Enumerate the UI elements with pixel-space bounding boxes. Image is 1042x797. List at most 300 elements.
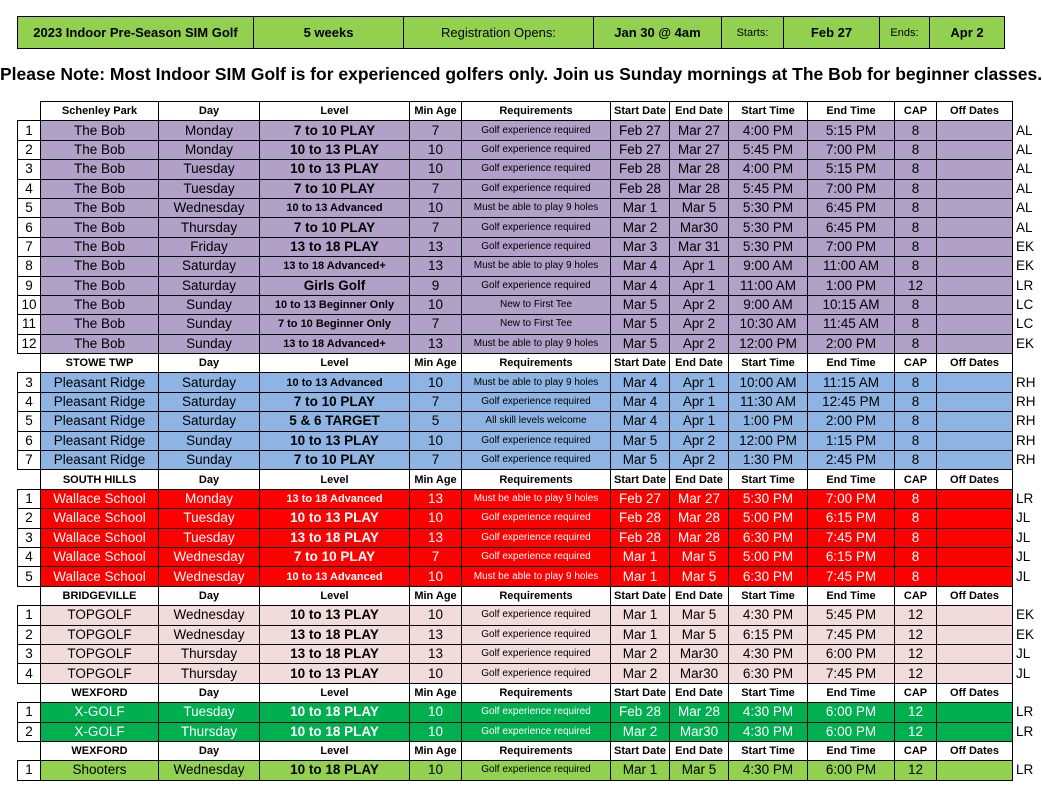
- start-date-cell: Mar 5: [611, 315, 670, 334]
- requirements-cell: Golf experience required: [462, 625, 611, 644]
- min-age-cell: 7: [410, 451, 462, 470]
- requirements-cell: Golf experience required: [462, 218, 611, 237]
- requirements-cell: Golf experience required: [462, 160, 611, 179]
- off-dates-cell: [937, 644, 1013, 663]
- location-cell: Pleasant Ridge: [41, 392, 159, 411]
- column-header: Start Date: [611, 741, 670, 760]
- day-cell: Tuesday: [159, 160, 260, 179]
- column-header: Requirements: [462, 102, 611, 121]
- column-header: CAP: [895, 741, 937, 760]
- level-cell: 10 to 13 Advanced: [260, 373, 410, 392]
- header-spacer: [18, 354, 41, 373]
- end-date-cell: Apr 2: [670, 315, 729, 334]
- min-age-cell: 13: [410, 528, 462, 547]
- day-cell: Wednesday: [159, 547, 260, 566]
- table-row: [18, 547, 1035, 566]
- column-header: Requirements: [462, 741, 611, 760]
- end-time-cell: 7:45 PM: [808, 625, 895, 644]
- column-header: Start Time: [729, 586, 808, 605]
- day-cell: Tuesday: [159, 703, 260, 722]
- cap-cell: 8: [895, 567, 937, 586]
- program-title: 2023 Indoor Pre-Season SIM Golf: [18, 17, 254, 49]
- day-cell: Saturday: [159, 276, 260, 295]
- column-header: Start Date: [611, 354, 670, 373]
- level-cell: 7 to 10 PLAY: [260, 392, 410, 411]
- location-cell: Shooters: [41, 761, 159, 780]
- min-age-cell: 10: [410, 160, 462, 179]
- row-number-cell: 4: [18, 664, 41, 683]
- end-time-cell: 7:45 PM: [808, 567, 895, 586]
- location-cell: Wallace School: [41, 509, 159, 528]
- min-age-cell: 10: [410, 198, 462, 217]
- day-cell: Saturday: [159, 373, 260, 392]
- cap-cell: 12: [895, 761, 937, 780]
- location-cell: Wallace School: [41, 567, 159, 586]
- location-cell: Pleasant Ridge: [41, 373, 159, 392]
- row-number-cell: 6: [18, 218, 41, 237]
- column-header: Off Dates: [937, 102, 1013, 121]
- requirements-cell: New to First Tee: [462, 315, 611, 334]
- end-date-cell: Apr 1: [670, 257, 729, 276]
- level-cell: 10 to 13 PLAY: [260, 431, 410, 450]
- instructor-cell: JL: [1013, 528, 1035, 547]
- end-date-cell: Mar 5: [670, 761, 729, 780]
- cap-cell: 12: [895, 664, 937, 683]
- header-spacer: [1013, 683, 1035, 702]
- cap-cell: 8: [895, 373, 937, 392]
- table-row: [18, 198, 1035, 217]
- section-header-row: [18, 470, 1035, 489]
- off-dates-cell: [937, 509, 1013, 528]
- header-spacer: [1013, 470, 1035, 489]
- column-header: Start Time: [729, 102, 808, 121]
- row-number-cell: 5: [18, 567, 41, 586]
- instructor-cell: JL: [1013, 567, 1035, 586]
- cap-cell: 12: [895, 276, 937, 295]
- instructor-cell: LR: [1013, 276, 1035, 295]
- off-dates-cell: [937, 392, 1013, 411]
- start-time-cell: 5:30 PM: [729, 237, 808, 256]
- level-cell: 13 to 18 Advanced+: [260, 257, 410, 276]
- table-row: [18, 121, 1035, 140]
- location-cell: The Bob: [41, 295, 159, 314]
- off-dates-cell: [937, 315, 1013, 334]
- column-header: Start Time: [729, 470, 808, 489]
- day-cell: Sunday: [159, 334, 260, 353]
- requirements-cell: Golf experience required: [462, 528, 611, 547]
- start-time-cell: 6:30 PM: [729, 567, 808, 586]
- table-row: [18, 160, 1035, 179]
- level-cell: 13 to 18 PLAY: [260, 625, 410, 644]
- header-spacer: [18, 586, 41, 605]
- column-header: Requirements: [462, 683, 611, 702]
- off-dates-cell: [937, 140, 1013, 159]
- instructor-cell: RH: [1013, 451, 1035, 470]
- location-cell: X-GOLF: [41, 722, 159, 741]
- off-dates-cell: [937, 528, 1013, 547]
- cap-cell: 8: [895, 218, 937, 237]
- column-header: Level: [260, 470, 410, 489]
- instructor-cell: LR: [1013, 489, 1035, 508]
- day-cell: Tuesday: [159, 509, 260, 528]
- day-cell: Wednesday: [159, 606, 260, 625]
- row-number-cell: 8: [18, 257, 41, 276]
- instructor-cell: RH: [1013, 431, 1035, 450]
- column-header: CAP: [895, 586, 937, 605]
- level-cell: 10 to 13 PLAY: [260, 160, 410, 179]
- cap-cell: 8: [895, 412, 937, 431]
- section-header-row: [18, 102, 1035, 121]
- location-cell: The Bob: [41, 160, 159, 179]
- requirements-cell: Golf experience required: [462, 644, 611, 663]
- start-time-cell: 10:00 AM: [729, 373, 808, 392]
- cap-cell: 12: [895, 625, 937, 644]
- day-cell: Saturday: [159, 392, 260, 411]
- location-cell: The Bob: [41, 257, 159, 276]
- table-row: [18, 237, 1035, 256]
- column-header: Day: [159, 470, 260, 489]
- column-header: End Date: [670, 683, 729, 702]
- end-date-cell: Mar30: [670, 664, 729, 683]
- requirements-cell: Must be able to play 9 holes: [462, 489, 611, 508]
- column-header: Off Dates: [937, 354, 1013, 373]
- cap-cell: 8: [895, 179, 937, 198]
- day-cell: Wednesday: [159, 761, 260, 780]
- row-number-cell: 3: [18, 528, 41, 547]
- day-cell: Sunday: [159, 295, 260, 314]
- requirements-cell: Golf experience required: [462, 179, 611, 198]
- start-time-cell: 11:30 AM: [729, 392, 808, 411]
- min-age-cell: 10: [410, 509, 462, 528]
- starts-label: Starts:: [722, 17, 784, 49]
- column-header: Day: [159, 586, 260, 605]
- location-cell: TOPGOLF: [41, 644, 159, 663]
- start-time-cell: 11:00 AM: [729, 276, 808, 295]
- end-date-cell: Apr 1: [670, 392, 729, 411]
- table-row: [18, 606, 1035, 625]
- end-time-cell: 7:00 PM: [808, 489, 895, 508]
- requirements-cell: All skill levels welcome: [462, 412, 611, 431]
- min-age-cell: 10: [410, 703, 462, 722]
- end-time-cell: 11:15 AM: [808, 373, 895, 392]
- section-header-row: [18, 683, 1035, 702]
- start-time-cell: 9:00 AM: [729, 257, 808, 276]
- column-header: End Date: [670, 102, 729, 121]
- cap-cell: 8: [895, 315, 937, 334]
- start-date-cell: Mar 1: [611, 547, 670, 566]
- min-age-cell: 7: [410, 315, 462, 334]
- requirements-cell: Golf experience required: [462, 451, 611, 470]
- off-dates-cell: [937, 257, 1013, 276]
- day-cell: Wednesday: [159, 198, 260, 217]
- ends-value: Apr 2: [930, 17, 1005, 49]
- table-row: [18, 373, 1035, 392]
- instructor-cell: AL: [1013, 160, 1035, 179]
- instructor-cell: AL: [1013, 179, 1035, 198]
- start-date-cell: Feb 28: [611, 509, 670, 528]
- min-age-cell: 10: [410, 664, 462, 683]
- column-header: Start Time: [729, 683, 808, 702]
- end-date-cell: Apr 2: [670, 451, 729, 470]
- program-duration: 5 weeks: [254, 17, 404, 49]
- instructor-cell: JL: [1013, 644, 1035, 663]
- start-time-cell: 5:00 PM: [729, 547, 808, 566]
- end-date-cell: Apr 1: [670, 412, 729, 431]
- end-date-cell: Mar 5: [670, 567, 729, 586]
- day-cell: Monday: [159, 121, 260, 140]
- off-dates-cell: [937, 664, 1013, 683]
- end-date-cell: Mar 27: [670, 489, 729, 508]
- min-age-cell: 10: [410, 373, 462, 392]
- off-dates-cell: [937, 567, 1013, 586]
- requirements-cell: Golf experience required: [462, 703, 611, 722]
- section-region-label: STOWE TWP: [41, 354, 159, 373]
- start-date-cell: Mar 5: [611, 334, 670, 353]
- requirements-cell: Must be able to play 9 holes: [462, 334, 611, 353]
- requirements-cell: Golf experience required: [462, 547, 611, 566]
- section-region-label: BRIDGEVILLE: [41, 586, 159, 605]
- location-cell: The Bob: [41, 315, 159, 334]
- end-time-cell: 7:45 PM: [808, 528, 895, 547]
- header-spacer: [1013, 741, 1035, 760]
- row-number-cell: 12: [18, 334, 41, 353]
- end-date-cell: Mar 5: [670, 625, 729, 644]
- level-cell: 10 to 13 PLAY: [260, 606, 410, 625]
- column-header: Start Time: [729, 354, 808, 373]
- start-time-cell: 6:30 PM: [729, 664, 808, 683]
- column-header: Off Dates: [937, 470, 1013, 489]
- location-cell: The Bob: [41, 140, 159, 159]
- level-cell: 10 to 18 PLAY: [260, 761, 410, 780]
- cap-cell: 8: [895, 160, 937, 179]
- column-header: Min Age: [410, 586, 462, 605]
- cap-cell: 8: [895, 451, 937, 470]
- off-dates-cell: [937, 295, 1013, 314]
- cap-cell: 8: [895, 392, 937, 411]
- start-date-cell: Mar 5: [611, 451, 670, 470]
- level-cell: 10 to 13 PLAY: [260, 664, 410, 683]
- start-date-cell: Mar 4: [611, 257, 670, 276]
- row-number-cell: 3: [18, 160, 41, 179]
- header-spacer: [18, 683, 41, 702]
- min-age-cell: 10: [410, 567, 462, 586]
- column-header: CAP: [895, 102, 937, 121]
- column-header: Off Dates: [937, 586, 1013, 605]
- row-number-cell: 1: [18, 703, 41, 722]
- start-date-cell: Mar 1: [611, 761, 670, 780]
- row-number-cell: 2: [18, 722, 41, 741]
- day-cell: Thursday: [159, 644, 260, 663]
- end-time-cell: 1:15 PM: [808, 431, 895, 450]
- location-cell: The Bob: [41, 121, 159, 140]
- location-cell: The Bob: [41, 218, 159, 237]
- requirements-cell: Golf experience required: [462, 509, 611, 528]
- min-age-cell: 7: [410, 392, 462, 411]
- column-header: Off Dates: [937, 683, 1013, 702]
- table-row: [18, 295, 1035, 314]
- instructor-cell: JL: [1013, 547, 1035, 566]
- end-time-cell: 12:45 PM: [808, 392, 895, 411]
- min-age-cell: 5: [410, 412, 462, 431]
- cap-cell: 8: [895, 257, 937, 276]
- row-number-cell: 2: [18, 625, 41, 644]
- cap-cell: 8: [895, 509, 937, 528]
- start-date-cell: Feb 28: [611, 703, 670, 722]
- column-header: Requirements: [462, 586, 611, 605]
- starts-value: Feb 27: [784, 17, 880, 49]
- instructor-cell: AL: [1013, 218, 1035, 237]
- day-cell: Tuesday: [159, 528, 260, 547]
- start-date-cell: Mar 5: [611, 295, 670, 314]
- table-row: [18, 761, 1035, 780]
- requirements-cell: Golf experience required: [462, 431, 611, 450]
- off-dates-cell: [937, 625, 1013, 644]
- location-cell: TOPGOLF: [41, 664, 159, 683]
- start-time-cell: 5:00 PM: [729, 509, 808, 528]
- off-dates-cell: [937, 237, 1013, 256]
- instructor-cell: EK: [1013, 257, 1035, 276]
- table-row: [18, 451, 1035, 470]
- end-time-cell: 6:15 PM: [808, 547, 895, 566]
- start-time-cell: 6:15 PM: [729, 625, 808, 644]
- location-cell: The Bob: [41, 276, 159, 295]
- row-number-cell: 2: [18, 140, 41, 159]
- table-row: [18, 567, 1035, 586]
- row-number-cell: 2: [18, 509, 41, 528]
- off-dates-cell: [937, 606, 1013, 625]
- end-time-cell: 2:00 PM: [808, 334, 895, 353]
- table-row: [18, 722, 1035, 741]
- start-date-cell: Feb 28: [611, 179, 670, 198]
- level-cell: 7 to 10 PLAY: [260, 451, 410, 470]
- off-dates-cell: [937, 373, 1013, 392]
- start-date-cell: Mar 1: [611, 625, 670, 644]
- day-cell: Monday: [159, 489, 260, 508]
- location-cell: The Bob: [41, 237, 159, 256]
- end-date-cell: Mar 28: [670, 160, 729, 179]
- column-header: Start Date: [611, 683, 670, 702]
- end-time-cell: 7:00 PM: [808, 237, 895, 256]
- column-header: Start Date: [611, 102, 670, 121]
- end-time-cell: 6:00 PM: [808, 722, 895, 741]
- level-cell: 7 to 10 PLAY: [260, 218, 410, 237]
- location-cell: Wallace School: [41, 489, 159, 508]
- day-cell: Sunday: [159, 451, 260, 470]
- min-age-cell: 9: [410, 276, 462, 295]
- day-cell: Tuesday: [159, 179, 260, 198]
- cap-cell: 8: [895, 140, 937, 159]
- instructor-cell: RH: [1013, 412, 1035, 431]
- min-age-cell: 7: [410, 218, 462, 237]
- requirements-cell: Golf experience required: [462, 761, 611, 780]
- level-cell: 13 to 18 PLAY: [260, 237, 410, 256]
- registration-label: Registration Opens:: [404, 17, 594, 49]
- off-dates-cell: [937, 160, 1013, 179]
- table-row: [18, 140, 1035, 159]
- start-time-cell: 4:30 PM: [729, 761, 808, 780]
- min-age-cell: 13: [410, 257, 462, 276]
- start-date-cell: Mar 2: [611, 664, 670, 683]
- requirements-cell: Golf experience required: [462, 140, 611, 159]
- end-date-cell: Mar30: [670, 644, 729, 663]
- day-cell: Monday: [159, 140, 260, 159]
- column-header: Day: [159, 354, 260, 373]
- end-date-cell: Apr 2: [670, 431, 729, 450]
- end-time-cell: 2:00 PM: [808, 412, 895, 431]
- start-date-cell: Mar 2: [611, 644, 670, 663]
- min-age-cell: 13: [410, 334, 462, 353]
- level-cell: 13 to 18 Advanced: [260, 489, 410, 508]
- day-cell: Sunday: [159, 315, 260, 334]
- cap-cell: 12: [895, 703, 937, 722]
- column-header: Level: [260, 354, 410, 373]
- min-age-cell: 7: [410, 547, 462, 566]
- instructor-cell: EK: [1013, 625, 1035, 644]
- off-dates-cell: [937, 722, 1013, 741]
- start-time-cell: 4:30 PM: [729, 606, 808, 625]
- start-time-cell: 9:00 AM: [729, 295, 808, 314]
- end-time-cell: 6:15 PM: [808, 509, 895, 528]
- end-date-cell: Apr 1: [670, 276, 729, 295]
- table-row: [18, 179, 1035, 198]
- start-date-cell: Mar 4: [611, 392, 670, 411]
- table-row: [18, 528, 1035, 547]
- end-date-cell: Mar 28: [670, 179, 729, 198]
- start-date-cell: Feb 27: [611, 121, 670, 140]
- location-cell: TOPGOLF: [41, 606, 159, 625]
- level-cell: 10 to 18 PLAY: [260, 722, 410, 741]
- end-time-cell: 1:00 PM: [808, 276, 895, 295]
- end-time-cell: 7:00 PM: [808, 179, 895, 198]
- requirements-cell: Golf experience required: [462, 237, 611, 256]
- off-dates-cell: [937, 431, 1013, 450]
- cap-cell: 8: [895, 528, 937, 547]
- end-time-cell: 7:00 PM: [808, 140, 895, 159]
- day-cell: Thursday: [159, 664, 260, 683]
- cap-cell: 8: [895, 489, 937, 508]
- location-cell: The Bob: [41, 334, 159, 353]
- instructor-cell: LC: [1013, 315, 1035, 334]
- cap-cell: 12: [895, 644, 937, 663]
- table-row: [18, 644, 1035, 663]
- level-cell: 10 to 13 Advanced: [260, 198, 410, 217]
- day-cell: Saturday: [159, 412, 260, 431]
- table-row: [18, 625, 1035, 644]
- end-date-cell: Mar 5: [670, 198, 729, 217]
- instructor-cell: RH: [1013, 392, 1035, 411]
- row-number-cell: 11: [18, 315, 41, 334]
- off-dates-cell: [937, 489, 1013, 508]
- level-cell: 13 to 18 PLAY: [260, 528, 410, 547]
- end-date-cell: Mar30: [670, 218, 729, 237]
- column-header: End Time: [808, 102, 895, 121]
- requirements-cell: Golf experience required: [462, 606, 611, 625]
- instructor-cell: LR: [1013, 722, 1035, 741]
- table-row: [18, 218, 1035, 237]
- requirements-cell: Must be able to play 9 holes: [462, 198, 611, 217]
- column-header: End Date: [670, 354, 729, 373]
- column-header: Start Date: [611, 586, 670, 605]
- start-time-cell: 1:00 PM: [729, 412, 808, 431]
- requirements-cell: Golf experience required: [462, 392, 611, 411]
- off-dates-cell: [937, 179, 1013, 198]
- instructor-cell: LR: [1013, 761, 1035, 780]
- table-row: [18, 334, 1035, 353]
- day-cell: Thursday: [159, 218, 260, 237]
- end-time-cell: 6:00 PM: [808, 703, 895, 722]
- column-header: Level: [260, 102, 410, 121]
- end-date-cell: Mar 28: [670, 528, 729, 547]
